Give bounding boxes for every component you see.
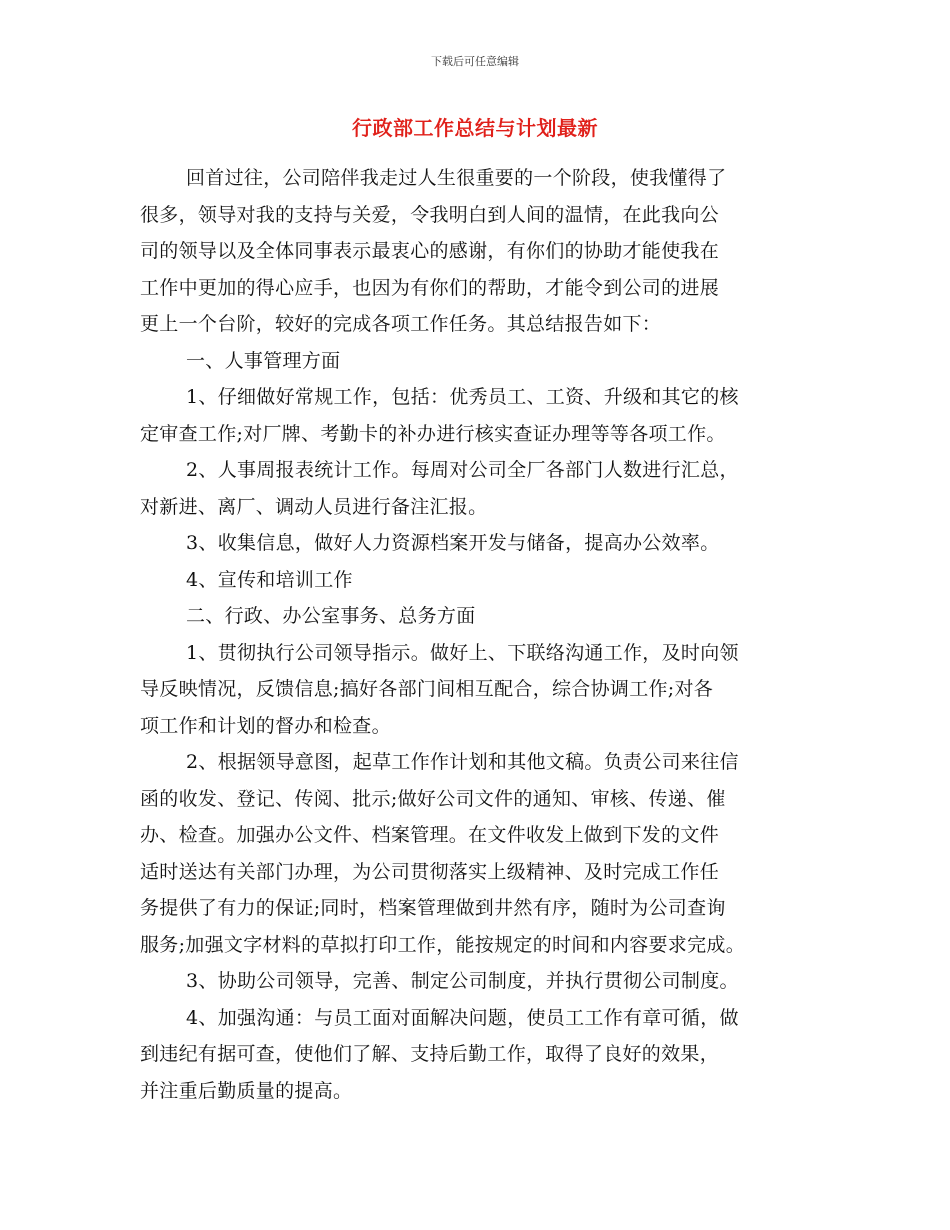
section-heading: 一、人事管理方面 [186, 349, 341, 372]
document-title: 行政部工作总结与计划最新 [352, 116, 598, 140]
body-line: 项工作和计划的督办和检查。 [140, 714, 391, 737]
header-note: 下载后可任意编辑 [431, 55, 519, 68]
body-line: 2、人事周报表统计工作。每周对公司全厂各部门人数进行汇总， [186, 459, 739, 481]
body-line: 到违纪有据可查，使他们了解、支持后勤工作，取得了良好的效果， [140, 1043, 720, 1065]
body-line: 适时送达有关部门办理，为公司贯彻落实上级精神、及时完成工作任 [140, 860, 720, 883]
body-line: 工作中更加的得心应手，也因为有你们的帮助，才能令到公司的进展 [140, 276, 720, 299]
body-line: 司的领导以及全体同事表示最衷心的感谢，有你们的协助才能使我在 [140, 240, 720, 262]
section-heading: 二、行政、办公室事务、总务方面 [186, 605, 476, 627]
body-line: 并注重后勤质量的提高。 [140, 1079, 353, 1102]
body-line: 2、根据领导意图，起草工作作计划和其他文稿。负责公司来往信 [186, 751, 739, 773]
body-line: 4、加强沟通：与员工面对面解决问题，使员工工作有章可循，做 [186, 1006, 739, 1029]
body-line: 3、收集信息，做好人力资源档案开发与储备，提高办公效率。 [186, 532, 720, 554]
body-line: 很多，领导对我的支持与关爱，令我明白到人间的温情，在此我向公 [140, 203, 720, 226]
body-line: 回首过往，公司陪伴我走过人生很重要的一个阶段，使我懂得了 [186, 167, 727, 189]
document-body [140, 160, 820, 1109]
body-line: 导反映情况，反馈信息;搞好各部门间相互配合，综合协调工作;对各 [140, 678, 714, 700]
body-line: 3、协助公司领导，完善、制定公司制度，并执行贯彻公司制度。 [186, 970, 739, 992]
body-line: 1、仔细做好常规工作，包括：优秀员工、工资、升级和其它的核 [186, 386, 739, 408]
body-line: 定审查工作;对厂牌、考勤卡的补办进行核实查证办理等等各项工作。 [140, 422, 726, 445]
body-line: 更上一个台阶，较好的完成各项工作任务。其总结报告如下： [140, 313, 662, 335]
body-line: 服务;加强文字材料的草拟打印工作，能按规定的时间和内容要求完成。 [140, 933, 746, 956]
body-line: 函的收发、登记、传阅、批示;做好公司文件的通知、审核、传递、催 [140, 787, 726, 810]
body-line: 1、贯彻执行公司领导指示。做好上、下联络沟通工作，及时向领 [186, 641, 739, 664]
body-line: 4、宣传和培训工作 [186, 568, 353, 591]
body-line: 办、检查。加强办公文件、档案管理。在文件收发上做到下发的文件 [140, 824, 720, 846]
body-line: 对新进、离厂、调动人员进行备注汇报。 [140, 495, 488, 518]
body-line: 务提供了有力的保证;同时，档案管理做到井然有序，随时为公司查询 [140, 897, 726, 919]
